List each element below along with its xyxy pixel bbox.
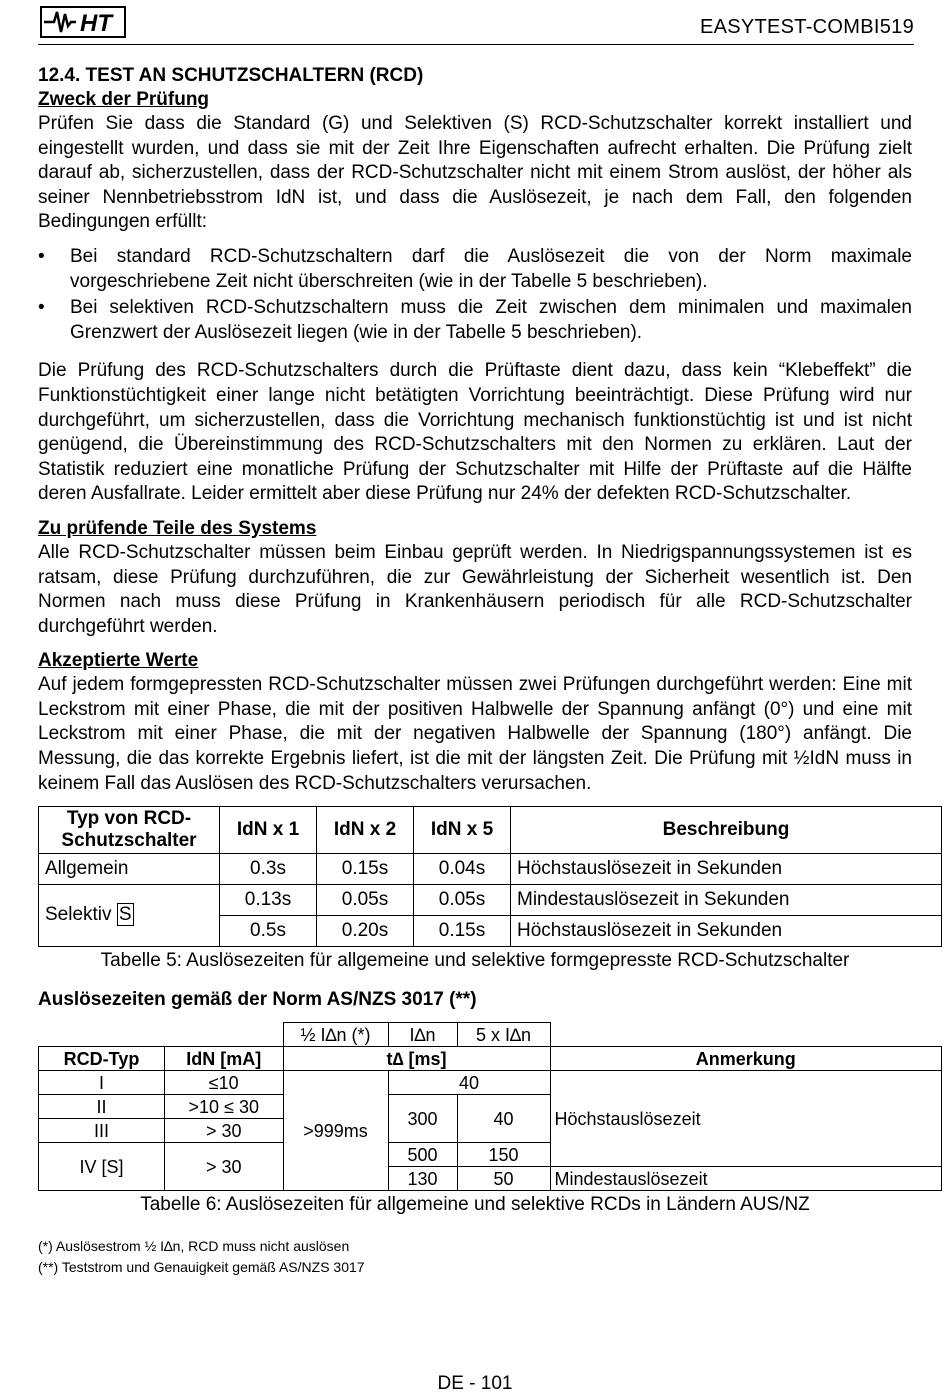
- parts-heading: Zu prüfende Teile des Systems: [38, 517, 317, 539]
- bullet-icon: •: [38, 245, 45, 267]
- table-row: IV [S] > 30 500 150: [39, 1143, 942, 1167]
- trip-time-table-5: [38, 806, 942, 947]
- table-row: II >10 ≤ 30 300 40: [39, 1095, 942, 1119]
- table-row: 0.5s 0.20s 0.15s Höchstauslösezeit in Sekunden: [39, 916, 942, 947]
- document-title: EASYTEST-COMBI519: [699, 16, 914, 38]
- accepted-values-heading: Akzeptierte Werte: [38, 650, 199, 672]
- table-header-row: RCD-Typ IdN [mA] t∆ [ms] Anmerkung: [39, 1047, 942, 1071]
- accepted-values-paragraph: Auf jedem formgepressten RCD-Schutzschalter müssen zwei Prüfungen durchgeführt werden: Eine mit Leckstrom mit einer Phase, die mit der positiven Halbwelle der Spannung anfängt (0°) und eine mit Leckstrom mit einer Phase, die mit der negativen Halbwelle der Spannung (180°) anfängt. Die Messung, die das korrekte Ergebnis liefert, ist die mit der längsten Zeit. Die Prüfung mit ½IdN muss in keinem Fall das Auslösen des RCD-Schutzschalters verursachen.: [38, 674, 912, 794]
- test-button-paragraph: Die Prüfung des RCD-Schutzschalters durch die Prüftaste dient dazu, dass kein “Klebeffekt” die Funktionstüchtigkeit einer lange nicht betätigten Vorrichtung beeinträchtigt. Diese Prüfung wird nur durchgeführt, um sicherzustellen, dass die Vorrichtung mechanisch funktionstüchtig ist und ist nicht genügend, die Übereinstimmung des RCD-Schutzschalters mit den Normen zu erklären. Laut der Statistik reduziert eine monatliche Prüfung der Schutzschalter mit Hilfe der Prüftaste auf die Hälfte deren Ausfallrate. Leider ermittelt aber diese Prüfung nur 24% der defekten RCD-Schutzschalter.: [38, 360, 912, 505]
- purpose-heading: Zweck der Prüfung: [38, 89, 210, 110]
- page-number: DE - 101: [437, 1373, 513, 1394]
- list-item: • Bei selektiven RCD-Schutzschaltern muss die Zeit zwischen dem minimalen und maximalen Grenzwert der Auslösezeit liegen (wie in der Tabelle 5 beschrieben).: [38, 297, 912, 343]
- purpose-paragraph: Prüfen Sie dass die Standard (G) und Selektiven (S) RCD-Schutzschalter korrekt installiert und eingestellt wurden, und dass sie mit der Zeit Ihre Eigenschaften aufrecht erhalten. Die Prüfung zielt darauf ab, sicherzustellen, dass der RCD-Schutzschalter nicht mit einem Strom auslöst, der höher als seiner Nennbetriebsstrom IdN ist, und dass die Auslösezeit, je nach dem Fall, den folgenden Bedingungen erfüllt:: [38, 113, 912, 233]
- table-row: Selektiv S 0.13s 0.05s 0.05s Mindestauslösezeit in Sekunden: [39, 885, 942, 916]
- table-6-heading: Auslösezeiten gemäß der Norm AS/NZS 3017 (**): [38, 988, 477, 1010]
- logo-text: HT: [80, 10, 112, 37]
- bullet-icon: •: [38, 297, 45, 319]
- table-header-row: ½ I∆n (*) I∆n 5 x I∆n: [39, 1023, 942, 1047]
- page-content: [38, 60, 912, 1278]
- parts-paragraph: Alle RCD-Schutzschalter müssen beim Einbau geprüft werden. In Niedrigspannungssystemen ist es ratsam, diese Prüfung durchzuführen, die zur Gewährleistung der Sicherheit wesentlich ist. Den Normen nach muss diese Prüfung in Krankenhäusern periodisch für alle RCD-Schutzschalter durchgeführt werden.: [38, 541, 912, 637]
- section-heading: 12.4. TEST AN SCHUTZSCHALTERN (RCD): [38, 65, 424, 86]
- selective-mark: S: [118, 904, 132, 926]
- footnote: (**) Teststrom und Genauigkeit gemäß AS/NZS 3017: [38, 1259, 365, 1276]
- table-row: III > 30: [39, 1119, 942, 1143]
- table-5-caption: Tabelle 5: Auslösezeiten für allgemeine und selektive formgepresste RCD-Schutzschalter: [100, 950, 850, 972]
- conditions-list: [38, 245, 912, 345]
- table-6-caption: Tabelle 6: Auslösezeiten für allgemeine und selektive RCDs in Ländern AUS/NZ: [140, 1194, 810, 1216]
- ht-logo: [40, 6, 126, 38]
- table-row: 130 50 Mindestauslösezeit: [39, 1167, 942, 1191]
- trip-time-table-6: [38, 1022, 942, 1191]
- table-header-row: Typ von RCD-Schutzschalter IdN x 1 IdN x 2 IdN x 5 Beschreibung: [39, 807, 942, 854]
- table-row: I ≤10 >999ms 40 Höchstauslösezeit: [39, 1071, 942, 1095]
- selective-cell: Selektiv S: [39, 885, 220, 947]
- table-row: Allgemein 0.3s 0.15s 0.04s Höchstauslösezeit in Sekunden: [39, 854, 942, 885]
- page-header: [38, 4, 914, 45]
- footnotes: [38, 1236, 912, 1278]
- footnote: (*) Auslösestrom ½ I∆n, RCD muss nicht auslösen: [38, 1238, 350, 1255]
- list-item: • Bei standard RCD-Schutzschaltern darf die Auslösezeit die von der Norm maximale vorgeschriebene Zeit nicht überschreiten (wie in der Tabelle 5 beschrieben).: [38, 245, 912, 292]
